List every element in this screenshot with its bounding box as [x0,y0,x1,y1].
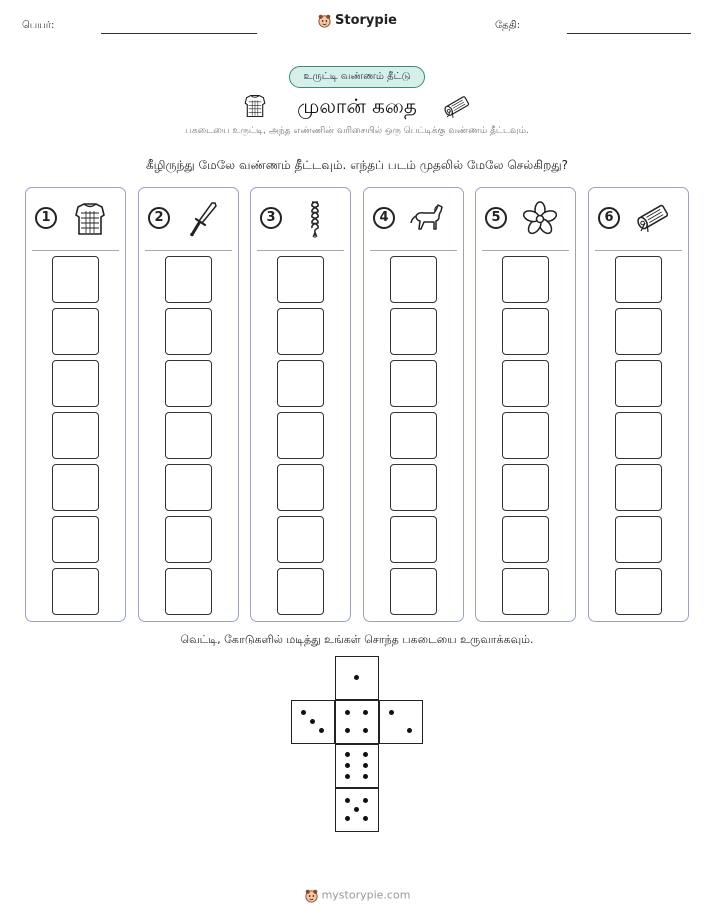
question: கீழிருந்து மேலே வண்ணம் தீட்டவும். எந்தப் படம் முதலில் மேலே செல்கிறது? [145,158,569,172]
dice-face-6 [335,744,379,788]
color-box[interactable] [390,256,437,303]
dice-pip [354,675,359,680]
color-box[interactable] [277,568,324,615]
dice-pip [407,728,412,733]
dice-pip [363,774,368,779]
dice-pip [363,798,368,803]
column-divider [145,250,232,251]
dice-pip [345,763,350,768]
column-divider [482,250,569,251]
column-divider [595,250,682,251]
column-divider [32,250,119,251]
horse-icon [408,198,448,240]
color-box[interactable] [277,412,324,459]
color-box[interactable] [52,256,99,303]
dice-column-1 [25,187,126,622]
color-box[interactable] [277,464,324,511]
color-box[interactable] [615,464,662,511]
dice-pip [345,752,350,757]
dice-pip [345,774,350,779]
dice-instruction: வெட்டி, கோடுகளில் மடித்து உங்கள் சொந்த பகடையை உருவாக்கவும். [180,633,534,646]
color-box[interactable] [502,308,549,355]
color-box[interactable] [165,516,212,563]
storypie-logo-icon [317,13,332,28]
dice-pip [363,728,368,733]
dice-face-3 [291,700,335,744]
color-box[interactable] [52,412,99,459]
activity-badge: உருட்டி வண்ணம் தீட்டு [289,66,425,88]
color-box[interactable] [52,308,99,355]
dice-pip [363,710,368,715]
color-box[interactable] [165,360,212,407]
color-box[interactable] [277,256,324,303]
color-box[interactable] [390,308,437,355]
color-box[interactable] [52,360,99,407]
date-line [567,33,691,34]
color-box[interactable] [52,568,99,615]
column-number: 2 [148,207,170,229]
brand [0,13,714,28]
flower-icon [520,198,560,240]
dice-column-2 [138,187,239,622]
subtitle: பகடையை உருட்டி, அந்த எண்ணின் வரிசையில் ஒரு பெட்டிக்கு வண்ணம் தீட்டவும். [185,126,529,136]
color-box[interactable] [390,568,437,615]
color-box[interactable] [502,360,549,407]
scroll-icon [633,198,673,240]
color-box[interactable] [615,256,662,303]
color-box[interactable] [390,412,437,459]
name-line [101,33,257,34]
color-box[interactable] [502,516,549,563]
color-box[interactable] [390,464,437,511]
dice-pip [310,719,315,724]
dice-pip [345,798,350,803]
color-box[interactable] [165,256,212,303]
color-box[interactable] [277,516,324,563]
color-box[interactable] [502,464,549,511]
column-number: 5 [485,207,507,229]
color-box[interactable] [165,464,212,511]
brand-name: Storypie [335,13,397,28]
column-number: 1 [35,207,57,229]
sword-icon [183,198,223,240]
color-box[interactable] [502,412,549,459]
dice-pip [363,752,368,757]
dice-face-2 [379,700,423,744]
dice-pip [354,807,359,812]
color-box[interactable] [615,360,662,407]
braid-icon [295,198,335,240]
dice-column-4 [363,187,464,622]
dice-face-1 [335,656,379,700]
color-box[interactable] [615,308,662,355]
dice-column-5 [475,187,576,622]
storypie-logo-icon [304,888,319,903]
color-box[interactable] [390,516,437,563]
dice-column-6 [588,187,689,622]
column-number: 3 [260,207,282,229]
dice-column-3 [250,187,351,622]
color-box[interactable] [615,516,662,563]
column-number: 4 [373,207,395,229]
footer [0,888,714,903]
dice-pip [345,816,350,821]
page-title: முலான் கதை [297,94,417,118]
dice-pip [345,728,350,733]
color-box[interactable] [277,360,324,407]
column-divider [370,250,457,251]
date-label: தேதி: [495,20,521,31]
color-box[interactable] [165,308,212,355]
color-box[interactable] [502,256,549,303]
color-box[interactable] [52,464,99,511]
scroll-icon [441,93,473,119]
color-box[interactable] [615,568,662,615]
column-number: 6 [598,207,620,229]
dice-face-4 [335,700,379,744]
footer-url: mystorypie.com [321,888,411,902]
armor-icon [70,198,110,240]
dice-pip [389,710,394,715]
column-divider [257,250,344,251]
dice-pip [363,816,368,821]
color-box[interactable] [390,360,437,407]
color-box[interactable] [502,568,549,615]
dice-pip [319,728,324,733]
dice-pip [345,710,350,715]
color-box[interactable] [165,568,212,615]
color-box[interactable] [277,308,324,355]
color-box[interactable] [615,412,662,459]
color-box[interactable] [165,412,212,459]
dice-pip [301,710,306,715]
name-label: பெயர்: [22,20,55,31]
color-box[interactable] [52,516,99,563]
dice-face-5 [335,788,379,832]
dice-pip [363,763,368,768]
